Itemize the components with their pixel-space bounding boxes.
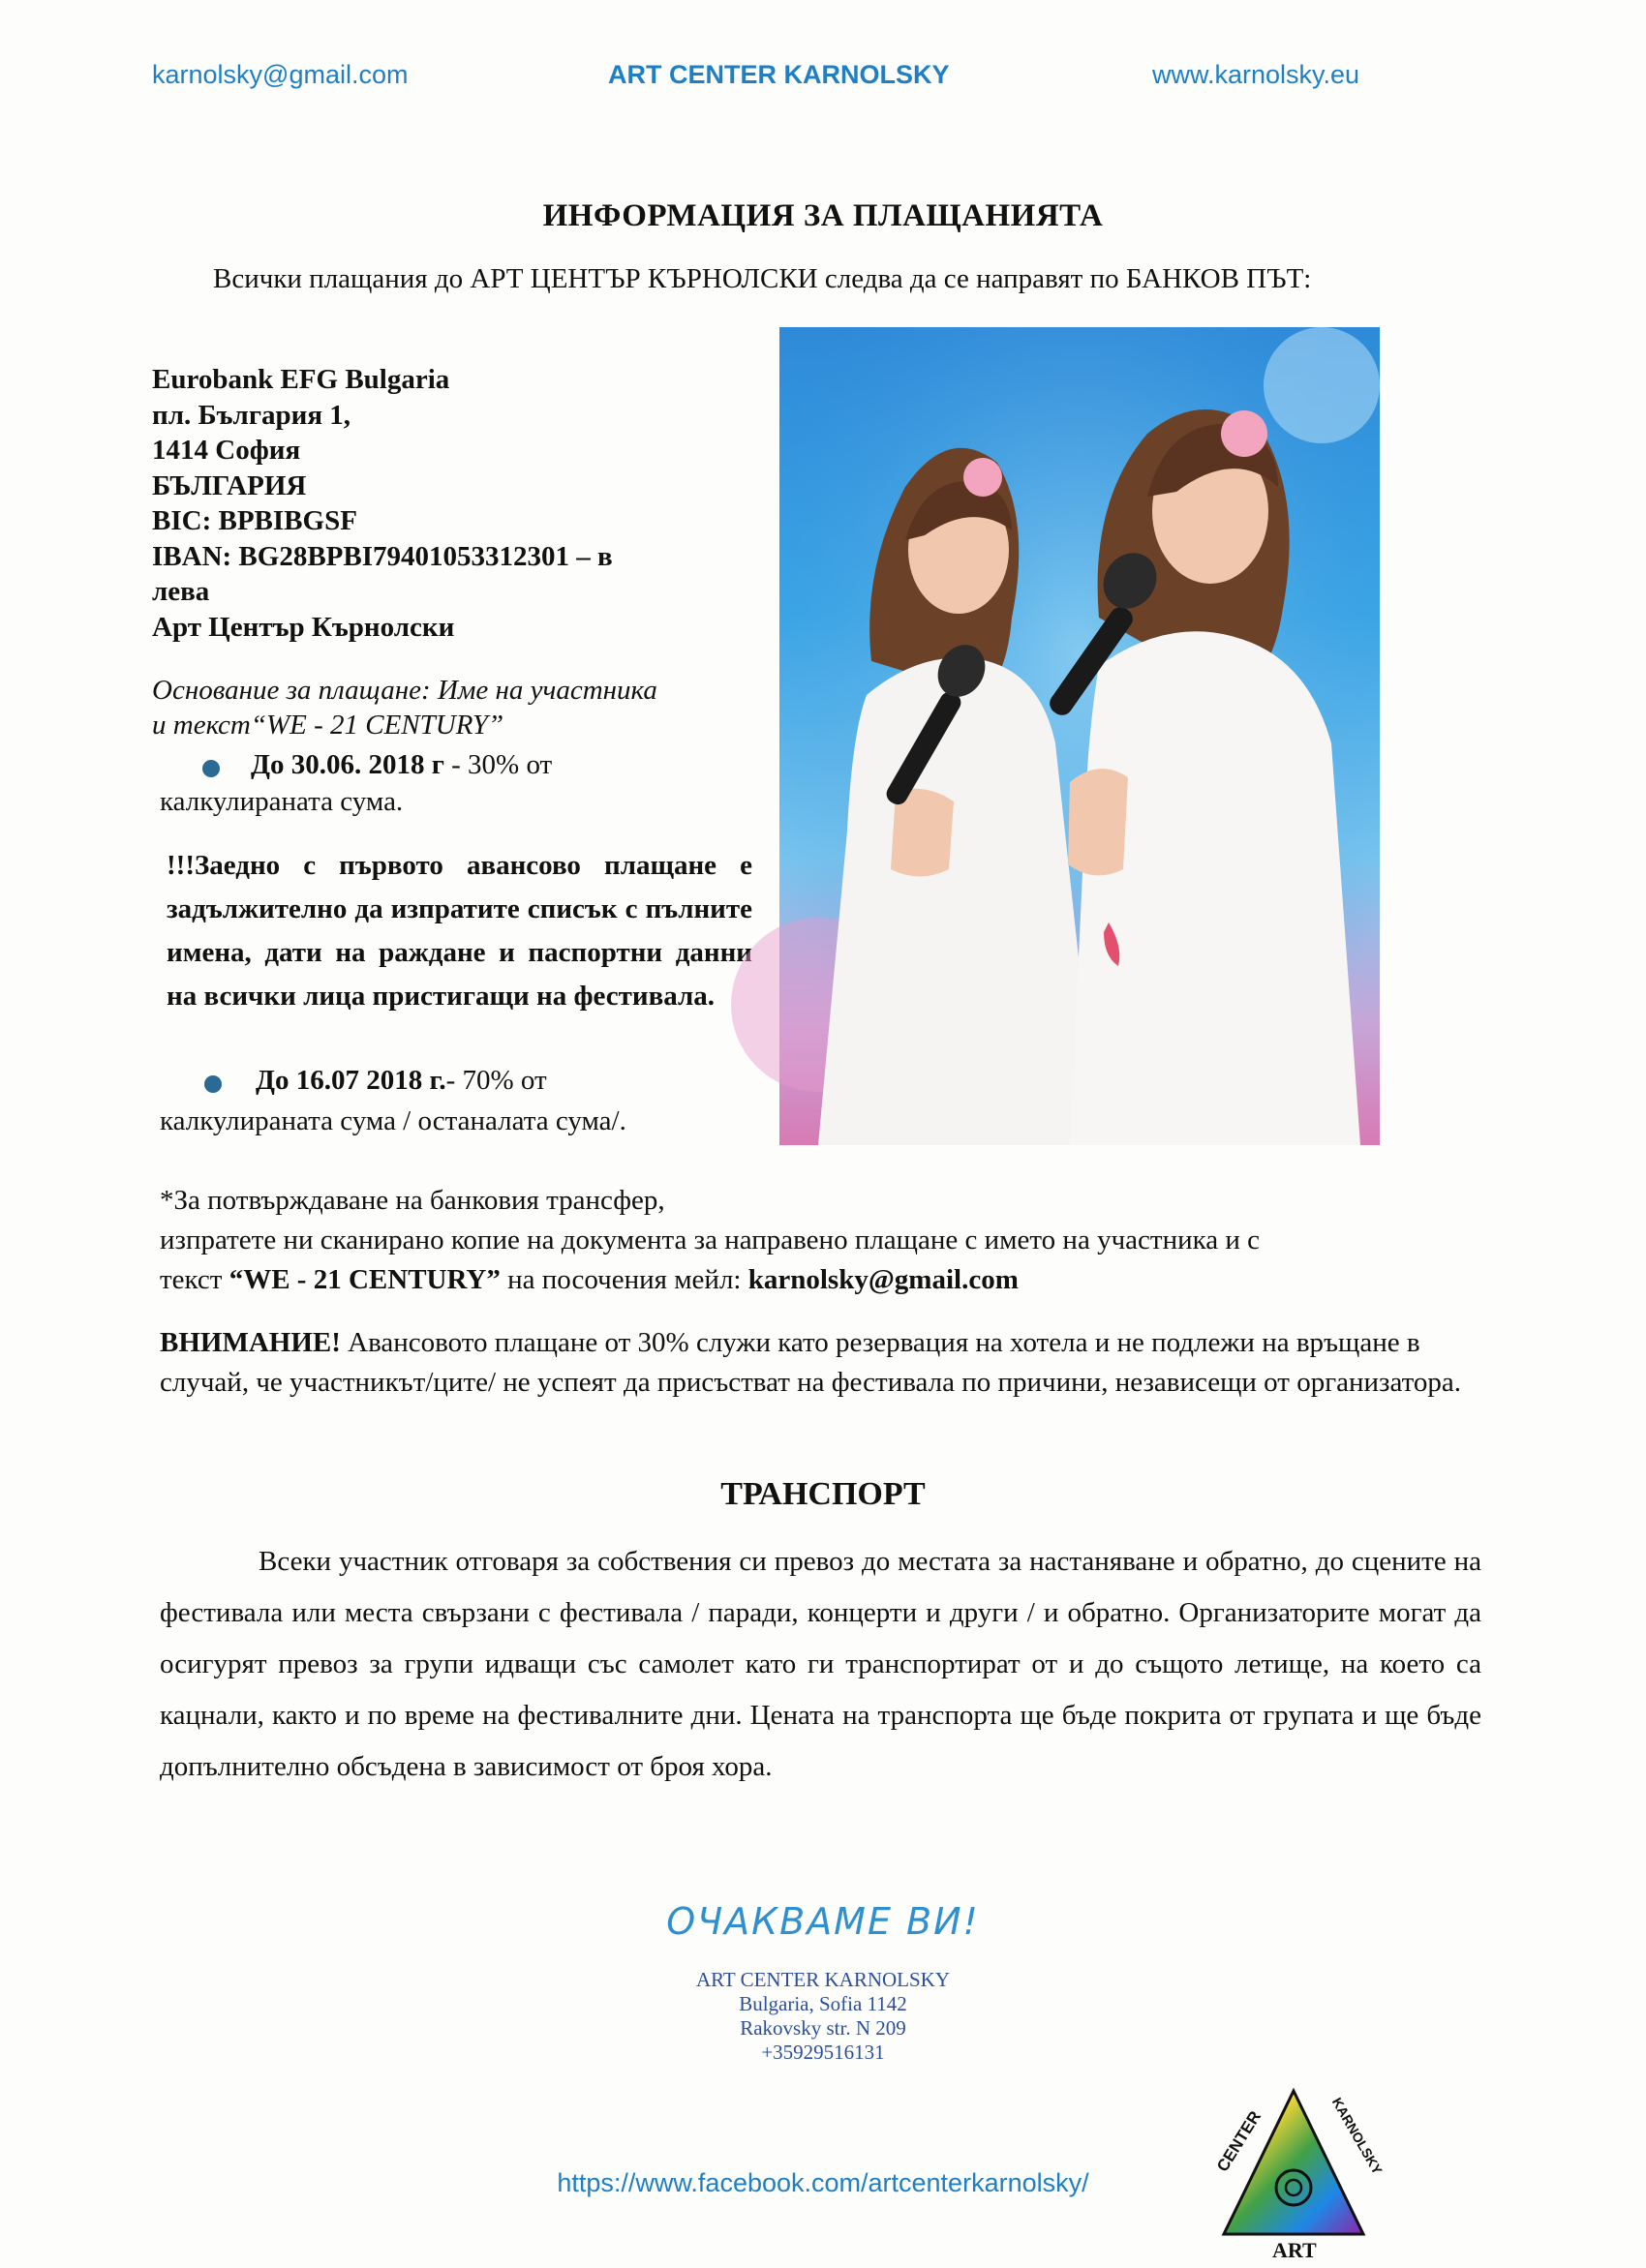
- bank-city: 1414 София: [152, 435, 301, 466]
- transport-text: Всеки участник отговаря за собствения си превоз до местата за настаняване и обратно, до сцените на фестивала или места свързани с фестивала / паради, концерти и други / и обратно. Организаторите могат да осигурят превоз за групи идващи със самолет като ги транспортират от и до същото летище, на което са кацнали, както и по време на фестивалните дни. Цената на транспорта ще бъде покрита от групата и ще бъде допълнително обсъдена в зависимост от броя хора.: [160, 1546, 1481, 1782]
- confirmation-reference: “WE - 21 CENTURY”: [229, 1264, 501, 1295]
- bullet-icon: [202, 760, 220, 777]
- payment1-percent: - 30% от: [443, 749, 553, 780]
- payment-basis: [152, 673, 752, 742]
- confirmation-email[interactable]: karnolsky@gmail.com: [747, 1264, 1019, 1295]
- singers-photo-illustration: [779, 327, 1380, 1145]
- header-center-name: ART CENTER KARNOLSKY: [608, 60, 950, 89]
- bank-currency: лева: [152, 576, 210, 607]
- address-block: [0, 1968, 1646, 2065]
- bank-country: БЪЛГАРИЯ: [152, 469, 307, 501]
- payment-basis-line2: и текст“WE - 21 CENTURY”: [152, 710, 504, 741]
- attention-notice: [160, 1323, 1486, 1403]
- confirmation-text-prefix: текст: [160, 1264, 229, 1295]
- singers-photo: [779, 327, 1380, 1145]
- bank-details: [152, 362, 752, 645]
- address-phone: +35929516131: [761, 2041, 885, 2064]
- attention-text: Авансовото плащане от 30% служи като резервация на хотела и не подлежи на връщане в случай, че участникът/ците/ не успеят да присъстват на фестивала по причини, независещи от организатора.: [160, 1327, 1462, 1398]
- bank-iban: IBAN: BG28BPBI79401053312301 – в: [152, 540, 613, 572]
- payment2-first-line: [256, 1063, 547, 1098]
- bank-bic: BIC: BPBIBGSF: [152, 505, 357, 536]
- confirmation-text: [160, 1181, 1477, 1300]
- payment1-date: До 30.06. 2018 г: [251, 749, 444, 780]
- karnolsky-logo: [1208, 2079, 1386, 2263]
- confirmation-line1: *За потвърждаване на банковия трансфер,: [160, 1185, 665, 1216]
- karnolsky-logo-mark: [1208, 2079, 1386, 2263]
- attention-label: ВНИМАНИЕ!: [160, 1327, 341, 1358]
- bullet-icon: [204, 1075, 222, 1093]
- address-org: ART CENTER KARNOLSKY: [695, 1968, 951, 1991]
- bank-holder: Арт Център Кърнолски: [152, 611, 455, 643]
- payment2-second-line: калкулираната сума / останалата сума/.: [160, 1105, 626, 1136]
- confirmation-text-middle: на посочения мейл:: [500, 1264, 748, 1295]
- bank-name: Eurobank EFG Bulgaria: [152, 364, 450, 395]
- intro-text: Всички плащания до АРТ ЦЕНТЪР КЪРНОЛСКИ следва да се направят по БАНКОВ ПЪТ:: [213, 263, 1312, 294]
- warning-text: !!!Заедно с първото авансово плащане е задължително да изпратите списък с пълните имена, дати на раждане и паспортни данни на всички лица пристигащи на фестивала.: [167, 850, 752, 1012]
- page-title: ИНФОРМАЦИЯ ЗА ПЛАЩАНИЯТА: [542, 198, 1104, 233]
- header-website[interactable]: www.karnolsky.eu: [1152, 60, 1360, 89]
- payment1-second-line: калкулираната сума.: [160, 786, 404, 817]
- logo-side-text: KARNOLSKY: [1328, 2095, 1386, 2177]
- logo-top-text: CENTER: [1213, 2107, 1265, 2175]
- payment1-first-line: [251, 747, 552, 782]
- address-city: Bulgaria, Sofia 1142: [739, 1992, 907, 2015]
- payment-basis-line1: Основание за плащане: Име на участника: [152, 675, 657, 706]
- payment2-date: До 16.07 2018 г.: [256, 1065, 446, 1096]
- bank-street: пл. България 1,: [152, 399, 351, 431]
- facebook-link[interactable]: https://www.facebook.com/artcenterkarnolsky/: [557, 2168, 1089, 2197]
- header-email[interactable]: karnolsky@gmail.com: [152, 60, 409, 89]
- logo-bottom-text: ART: [1272, 2238, 1317, 2262]
- confirmation-line2: изпратете ни сканирано копие на документа за направено плащане с името на участника и с: [160, 1225, 1261, 1255]
- transport-heading: ТРАНСПОРТ: [720, 1476, 926, 1512]
- confirmation-line3: [160, 1260, 1477, 1300]
- address-street: Rakovsky str. N 209: [740, 2016, 906, 2040]
- closing-await: ОЧАКВАМЕ ВИ!: [666, 1900, 980, 1943]
- payment2-percent: - 70% от: [445, 1065, 547, 1096]
